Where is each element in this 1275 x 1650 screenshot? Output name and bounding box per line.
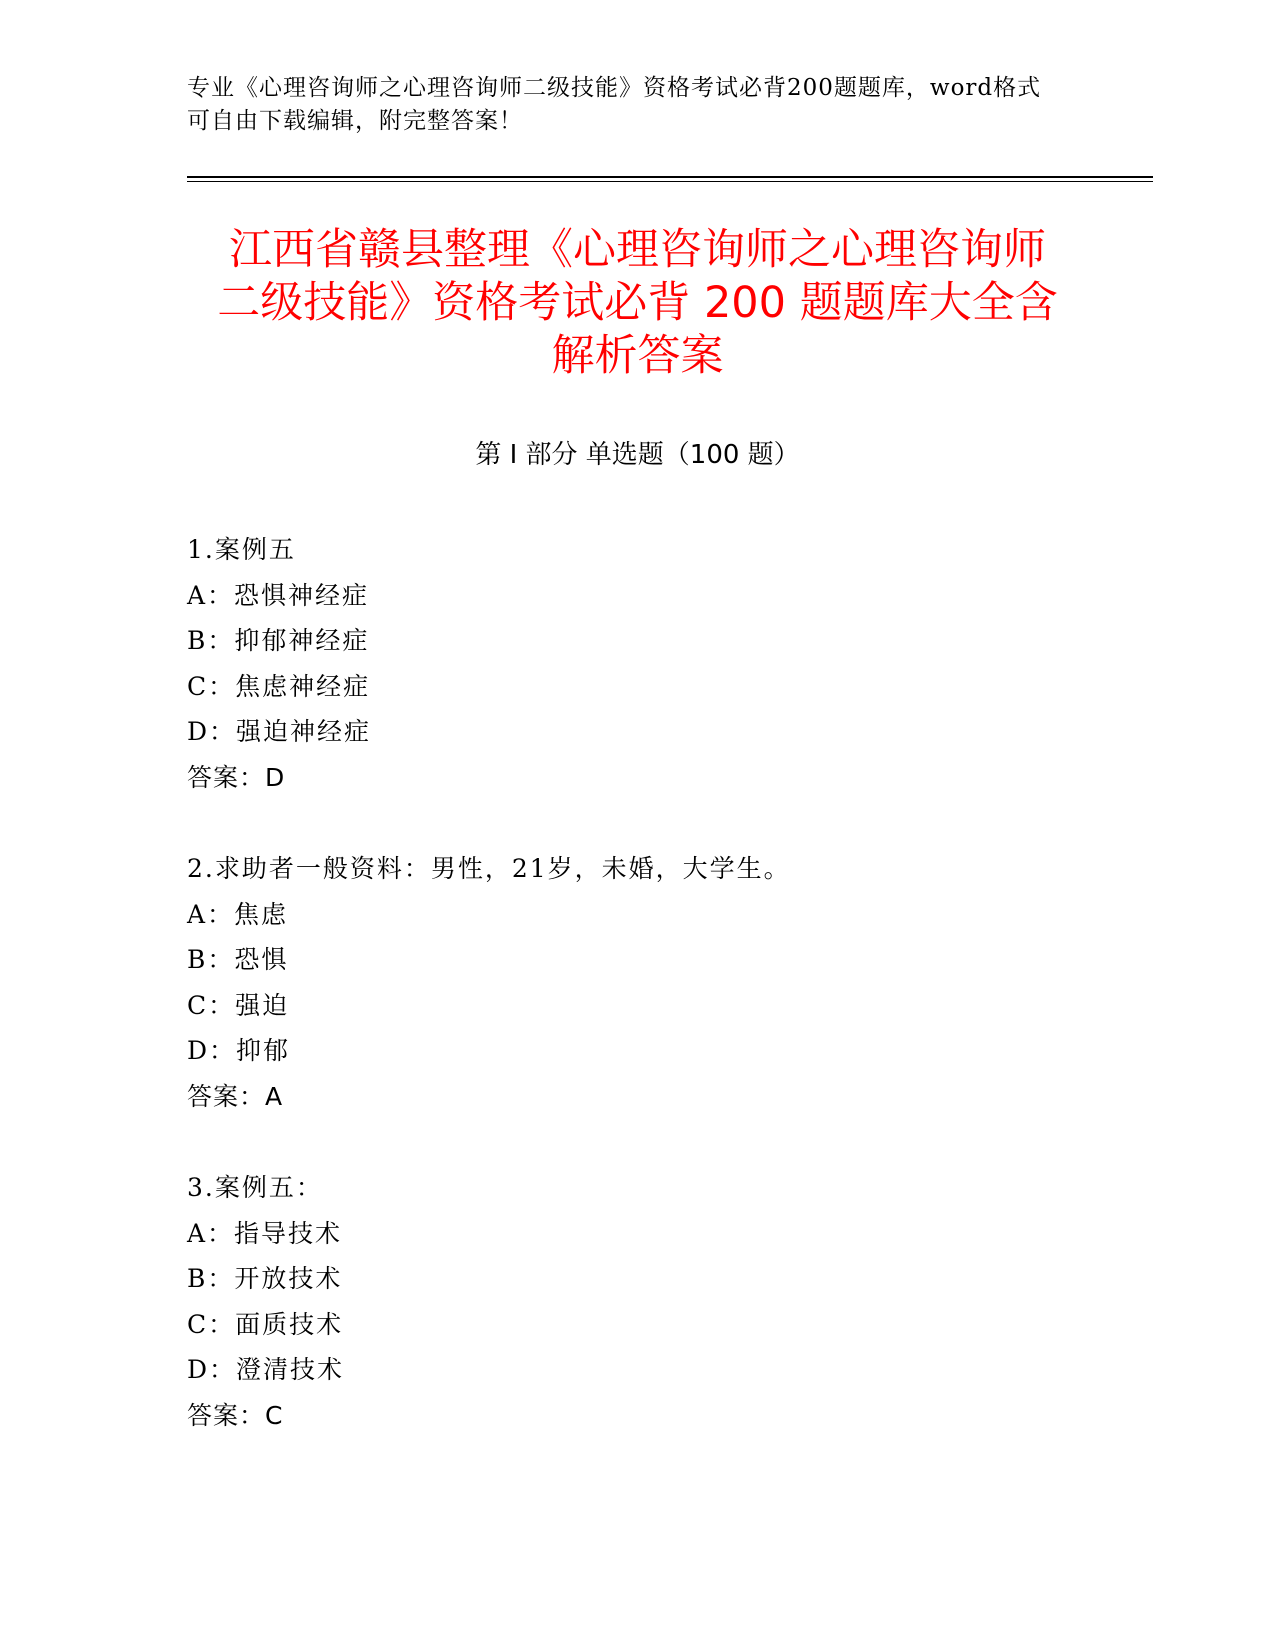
header-rule-thin <box>187 181 1153 182</box>
answer-line: 答案：A <box>187 1081 284 1111</box>
option-b: B：开放技术 <box>187 1264 343 1293</box>
option-b: B：恐惧 <box>187 945 289 974</box>
question-1 <box>187 527 1137 800</box>
section-heading: 第 I 部分 单选题（100 题） <box>475 440 800 470</box>
header-note-line-1: 专业《心理咨询师之心理咨询师二级技能》资格考试必背200题题库，word格式 <box>187 75 1042 101</box>
answer-line: 答案：D <box>187 762 286 792</box>
answer-line: 答案：C <box>187 1400 284 1430</box>
option-a: A：焦虑 <box>187 899 289 929</box>
option-d: D：抑郁 <box>187 1036 291 1065</box>
option-d: D：强迫神经症 <box>187 717 372 746</box>
document-title-line-2: 二级技能》资格考试必背 200 题题库大全含 <box>217 278 1058 328</box>
header-rule-thick <box>187 176 1153 178</box>
option-a: A：恐惧神经症 <box>187 580 370 610</box>
option-b: B：抑郁神经症 <box>187 626 370 655</box>
question-stem: 1.案例五 <box>187 535 296 564</box>
option-c: C：焦虑神经症 <box>187 671 371 701</box>
question-2 <box>187 846 1137 1119</box>
option-a: A：指导技术 <box>187 1218 343 1248</box>
question-3 <box>187 1165 1137 1438</box>
document-title-line-1: 江西省赣县整理《心理咨询师之心理咨询师 <box>229 225 1046 275</box>
option-c: C：强迫 <box>187 990 290 1020</box>
question-stem: 3.案例五： <box>187 1173 323 1202</box>
document-title <box>160 224 1115 383</box>
question-stem: 2.求助者一般资料：男性，21岁，未婚，大学生。 <box>187 854 791 883</box>
header-note-line-2: 可自由下载编辑，附完整答案！ <box>187 108 523 134</box>
document-title-line-3: 解析答案 <box>551 331 724 381</box>
header-note <box>187 72 1087 138</box>
option-c: C：面质技术 <box>187 1309 344 1339</box>
question-list <box>187 527 1137 1484</box>
option-d: D：澄清技术 <box>187 1355 345 1384</box>
